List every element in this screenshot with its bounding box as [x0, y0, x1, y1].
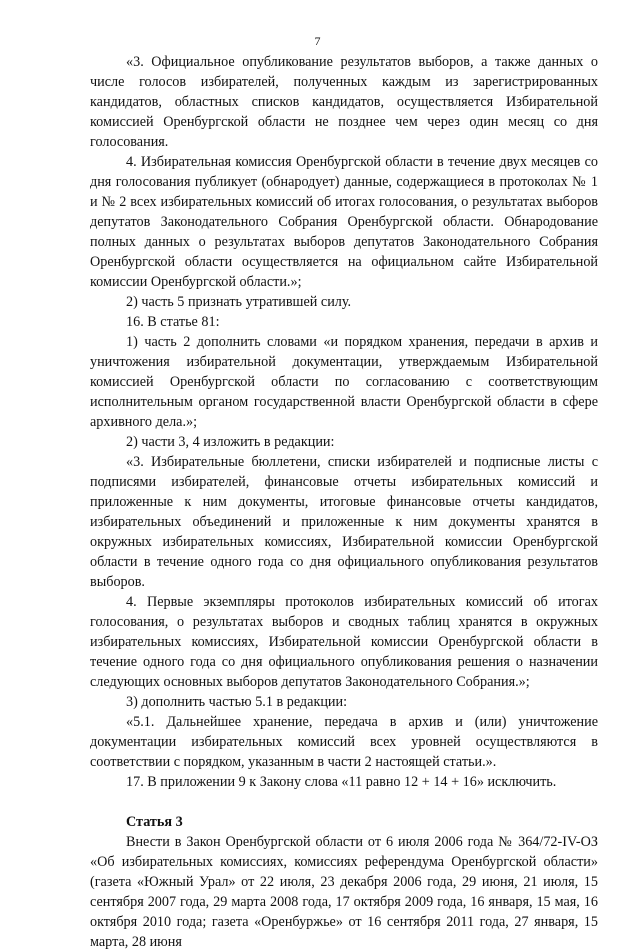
- paragraph: 4. Первые экземпляры протоколов избирательных комиссий об итогах голосования, о результатах выборов и сводных таблиц хранятся в окружных избирательных комиссиях, Избирательной комиссии Оренбургской области в течение одного года со дня официального опубликования решения о назначении следующих основных выборов депутатов Законодательного Собрания.»;: [90, 594, 598, 690]
- paragraph: 4. Избирательная комиссия Оренбургской области в течение двух месяцев со дня голосования публикует (обнародует) данные, содержащиеся в протоколах № 1 и № 2 всех избирательных комиссий об итогах голосования, о результатах выборов депутатов Законодательного Собрания Оренбургской области. Обнародование полных данных о результатах выборов депутатов Законодательного Собрания Оренбургской области осуществляется на официальном сайте Избирательной комиссии Оренбургской области.»;: [90, 154, 598, 290]
- article-heading: Статья 3: [126, 814, 183, 830]
- paragraph: «3. Избирательные бюллетени, списки избирателей и подписные листы с подписями избирателей, финансовые отчеты избирательных комиссий и приложенные к ним документы, итоговые финансовые отчеты кандидатов, избирательных объединений и приложенные к ним документы хранятся в окружных избирательных комиссиях, Избирательной комиссии Оренбургской области в течение одного года со дня официального опубликования результатов выборов.: [90, 454, 598, 590]
- paragraph: «5.1. Дальнейшее хранение, передача в архив и (или) уничтожение документации избирательных комиссий всех уровней осуществляются в соответствии с порядком, указанным в части 2 настоящей статьи.».: [90, 714, 598, 770]
- document-body: [90, 52, 598, 952]
- paragraph: 17. В приложении 9 к Закону слова «11 равно 12 + 14 + 16» исключить.: [126, 774, 557, 790]
- article-text: Внести в Закон Оренбургской области от 6 июля 2006 года № 364/72-IV-ОЗ «Об избирательных комиссиях, комиссиях референдума Оренбургской области» (газета «Южный Урал» от 22 июля, 23 декабря 2006 года, 29 июня, 21 июля, 15 сентября 2007 года, 29 марта 2008 года, 17 октября 2009 года, 16 января, 15 мая, 16 октября 2010 года; газета «Оренбуржье» от 16 сентября 2011 года, 27 января, 15 марта, 28 июня: [90, 834, 598, 950]
- paragraph: 16. В статье 81:: [126, 314, 220, 330]
- paragraph: 3) дополнить частью 5.1 в редакции:: [126, 694, 348, 710]
- page-number: 7: [314, 34, 321, 48]
- paragraph: «3. Официальное опубликование результатов выборов, а также данных о числе голосов избирателей, полученных каждым из зарегистрированных кандидатов, областных списков кандидатов, осуществляется Избирательной комиссией Оренбургской области не позднее чем через один месяц со дня голосования.: [90, 54, 598, 150]
- paragraph: 2) части 3, 4 изложить в редакции:: [126, 434, 335, 450]
- paragraph: 2) часть 5 признать утратившей силу.: [126, 294, 352, 310]
- paragraph: 1) часть 2 дополнить словами «и порядком хранения, передачи в архив и уничтожения избирательной документации, утверждаемым Избирательной комиссией Оренбургской области по согласованию с соответствующим исполнительным органом государственной власти Оренбургской области в сфере архивного дела.»;: [90, 334, 598, 430]
